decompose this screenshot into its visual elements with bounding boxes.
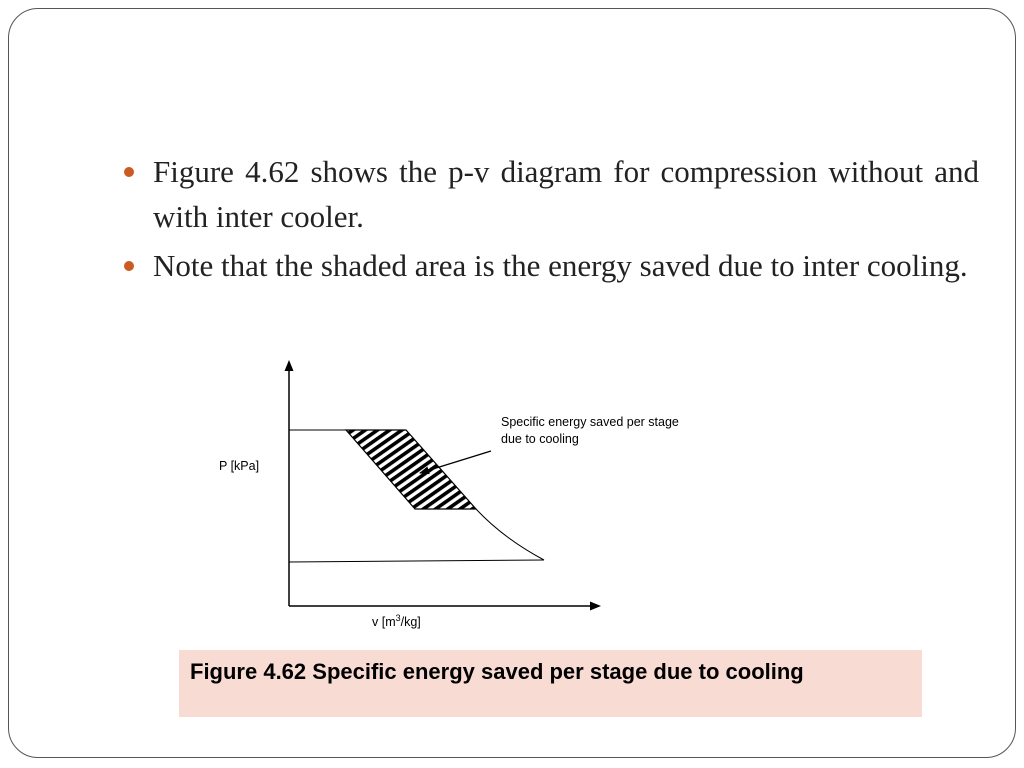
y-axis-label: P [kPa] (219, 459, 260, 473)
bullet-dot-icon (124, 167, 134, 177)
bullet-list (119, 149, 979, 292)
figure-caption-box (179, 650, 922, 717)
bullet-item (119, 243, 979, 288)
bullet-item (119, 149, 979, 239)
bullet-text: Figure 4.62 shows the p-v diagram for compression without and with inter cooler. (153, 154, 979, 234)
annotation-line-2: due to cooling (501, 432, 579, 446)
x-axis-label-suffix: /kg] (400, 615, 421, 629)
slide-frame (8, 8, 1016, 758)
annotation-line-1: Specific energy saved per stage (501, 415, 679, 429)
bullet-dot-icon (124, 261, 134, 271)
bullet-text: Note that the shaded area is the energy saved due to inter cooling. (153, 248, 968, 283)
figure-caption: Figure 4.62 Specific energy saved per stage due to cooling (190, 659, 804, 684)
x-axis-label-prefix: v [m (372, 615, 396, 629)
x-axis-label-superscript: 3 (395, 613, 401, 623)
